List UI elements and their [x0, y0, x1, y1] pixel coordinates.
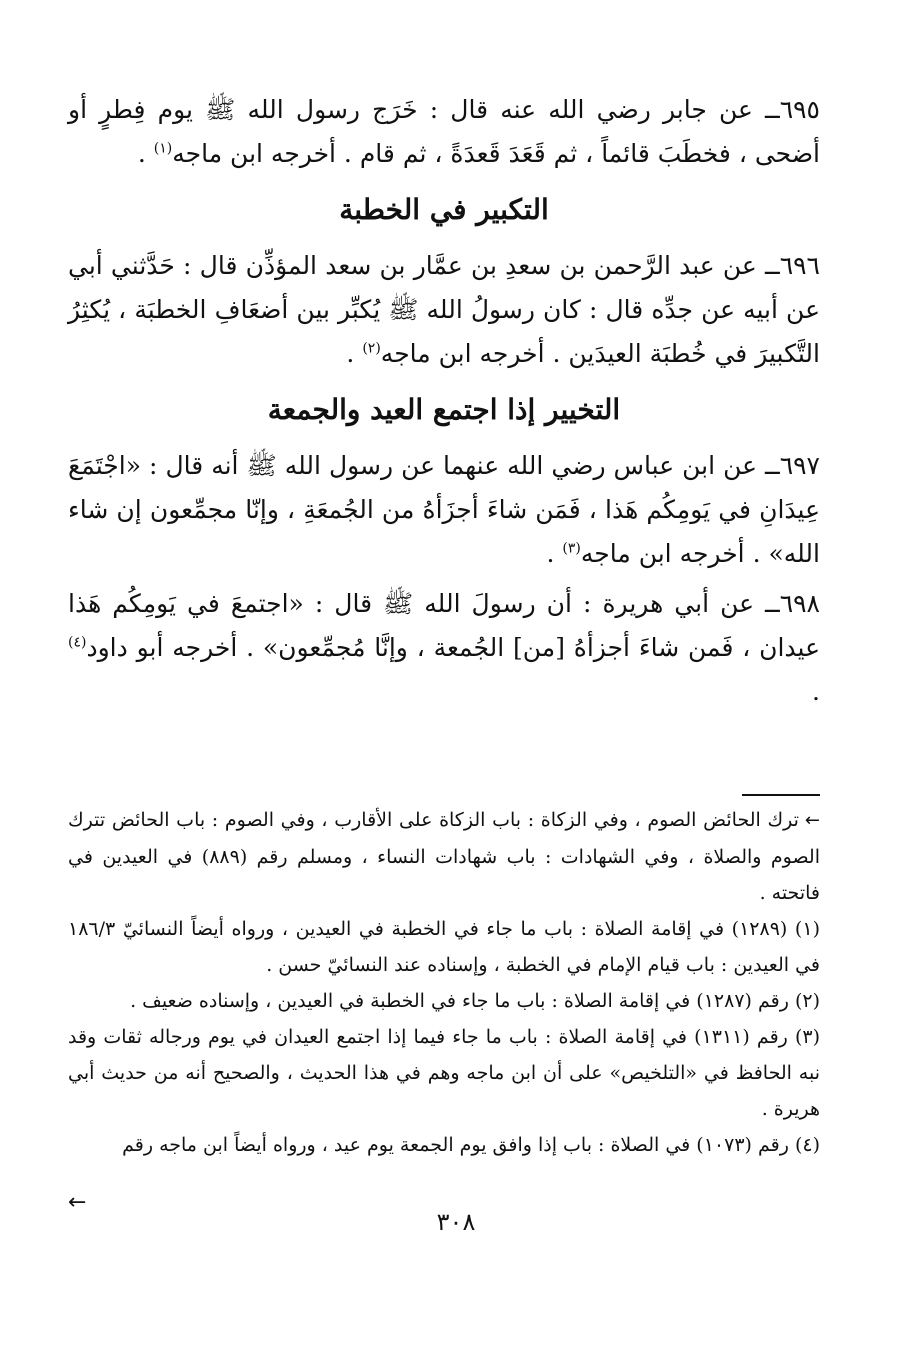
hadith-698-end: .: [812, 677, 820, 706]
footnote-continuation-text: ترك الحائض الصوم ، وفي الزكاة : باب الزكاة على الأقارب ، وفي الصوم : باب الحائض تترك الصوم والصلاة ، وفي الشهادات : باب شهادات النساء ، ومسلم رقم (٨٨٩) في العيدين في فاتحته .: [68, 809, 820, 904]
hadith-695-end: .: [137, 139, 154, 168]
footnote-2: (٢) رقم (١٢٨٧) في إقامة الصلاة : باب ما جاء في الخطبة في العيدين ، وإسناده ضعيف .: [130, 990, 820, 1012]
main-text: [68, 88, 820, 720]
hadith-697-text: ٦٩٧ــ عن ابن عباس رضي الله عنهما عن رسول الله ﷺ أنه قال : «اجْتَمَعَ عِيدَانِ في يَومِكُم هَذا ، فَمَن شاءَ أجزَأهُ من الجُمعَةِ ، وإنّا مجمِّعون إن شاء الله» . أخرجه ابن ماجه: [68, 451, 820, 568]
footnote-ref-2[interactable]: (٢): [362, 340, 381, 357]
footnotes: [68, 802, 820, 1163]
section-heading-eid-jumuah: التخيير إذا اجتمع العيد والجمعة: [267, 393, 621, 426]
footnote-divider: [742, 794, 820, 796]
hadith-695: [68, 88, 820, 176]
section-heading-takbir: التكبير في الخطبة: [339, 193, 549, 226]
footnote-ref-4[interactable]: (٤): [68, 634, 87, 651]
hadith-697: [68, 444, 820, 576]
continuation-arrow-icon: ←: [804, 810, 820, 831]
footnote-4: (٤) رقم (١٠٧٣) في الصلاة : باب إذا وافق يوم الجمعة يوم عيد ، ورواه أيضاً ابن ماجه رقم: [122, 1134, 820, 1156]
page-number: ٣٠٨: [436, 1208, 476, 1236]
footnote-ref-1[interactable]: (١): [153, 140, 173, 157]
footnote-continuation: [68, 802, 820, 911]
hadith-696-end: .: [346, 339, 363, 368]
hadith-698-text: ٦٩٨ــ عن أبي هريرة : أن رسولَ الله ﷺ قال : «اجتمعَ في يَومِكُم هَذا عيدان ، فَمن شاءَ أجزأهُ [من] الجُمعة ، وإنَّا مُجمِّعون» . أخرجه أبو داود: [68, 589, 820, 662]
hadith-696-text: ٦٩٦ــ عن عبد الرَّحمن بن سعدِ بن عمَّار بن سعد المؤذِّن قال : حَدَّثني أبي عن أبيه عن جدِّه قال : كان رسولُ الله ﷺ يُكبِّر بين أضعَافِ الخطبَة ، يُكثِرُ التَّكبيرَ في خُطبَة العيدَين . أخرجه ابن ماجه: [68, 251, 820, 368]
footnote-1: (١) (١٢٨٩) في إقامة الصلاة : باب ما جاء في الخطبة في العيدين ، ورواه أيضاً النسائيّ ١٨٦/٣ في العيدين : باب قيام الإمام في الخطبة ، وإسناده عند النسائيّ حسن .: [68, 918, 820, 976]
footnote-ref-3[interactable]: (٣): [562, 540, 581, 557]
hadith-698: [68, 582, 820, 714]
hadith-695-text: ٦٩٥ــ عن جابر رضي الله عنه قال : خَرَج رسول الله ﷺ يوم فِطرٍ أو أضحى ، فخطَبَ قائماً ، ثم قَعَدَ قَعدَةً ، ثم قام . أخرجه ابن ماجه: [68, 95, 820, 168]
hadith-697-end: .: [546, 539, 563, 568]
continued-arrow-icon: ←: [68, 1190, 87, 1215]
footnote-3: (٣) رقم (١٣١١) في إقامة الصلاة : باب ما جاء فيما إذا اجتمع العيدان في يوم ورجاله ثقات وقد نبه الحافظ في «التلخيص» على أن ابن ماجه وهم في هذا الحديث ، والصحيح أنه من حديث أبي هريرة .: [68, 1026, 821, 1120]
hadith-696: [68, 244, 820, 376]
